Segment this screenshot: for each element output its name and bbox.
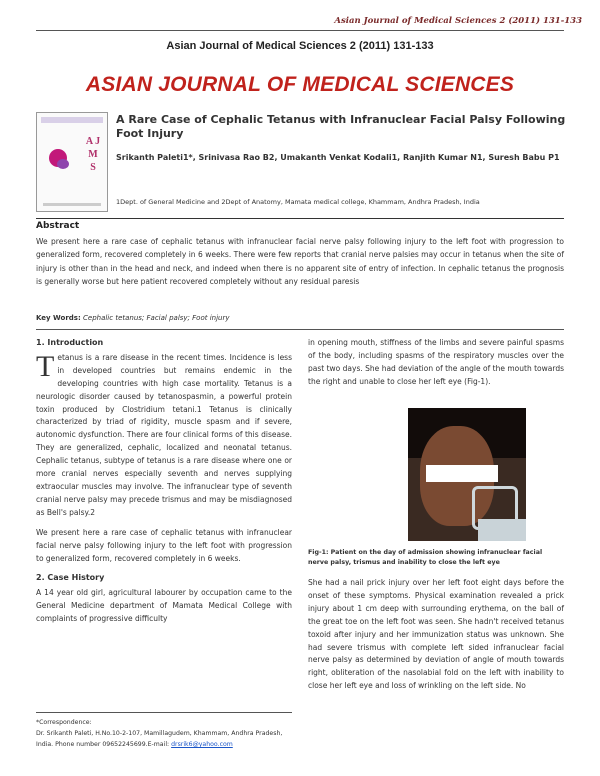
intro-paragraph-2: We present here a rare case of cephalic tetanus with infranuclear facial nerve palsy following injury to the left foot with progression to generalized form, recovered completely in 6 weeks. [36, 527, 292, 563]
correspondence-label: *Correspondence: [36, 719, 92, 726]
keywords-divider [36, 329, 564, 330]
header-divider [36, 30, 564, 31]
right-column-bottom: She had a nail prick injury over her left foot eight days before the onset of these symptoms. Physical examination revealed a prick injury about 1 cm deep with surrounding erythema, on the ball of the great toe on the left foot was seen. She hadn't received tetanus toxoid after injury and her immunization status was unknown. She had severe trismus with complete left sided infranuclear facial nerve palsy as determined by deviation of angle of mouth towards right, obliteration of the nasolabial fold on the left with inability to close her left eye and loss of wrinkling on the left side. No [308, 578, 564, 691]
right-column-top: in opening mouth, stiffness of the limbs and severe painful spasms of the body, including spasms of the respiratory muscles over the past two days. She had deviation of the angle of the mouth towards the right and unable to close her left eye (Fig-1). [308, 338, 564, 386]
keywords [36, 314, 229, 322]
intro-paragraph-1-text: etanus is a rare disease in the recent times. Incidence is less in developed countries but remains endemic in the developing countries with high case mortality. Tetanus is a neurologic disorder caused by tetanospasmin, a powerful protein toxin produced by Clostridium tetani.1 Tetanus is clinically characterized by triad of rigidity, muscle spasm and if severe, autonomic dysfunction. There are four clinical forms of this disease. They are generalized, cephalic, localized and neonatal tetanus. Cephalic tetanus, subtype of tetanus is a rare disease where one or more cranial nerves especially seventh and nerves supplying extraocular muscles may involve. The infranuclear type of seventh cranial nerve palsy may precede trismus and may be misdiagnosed as Bell's palsy.2 [36, 352, 292, 517]
eye-mask-bar [426, 465, 498, 482]
intro-paragraph-1 [36, 349, 292, 520]
keywords-label: Key Words: [36, 314, 81, 322]
cover-footer-band [43, 203, 101, 206]
case-paragraph-1: A 14 year old girl, agricultural labourer by occupation came to the General Medicine department of Mamata Medical College with complaints of progressive difficulty [36, 588, 292, 624]
left-column [36, 337, 292, 633]
correspondence-footnote [36, 712, 292, 750]
case-heading: 2. Case History [36, 573, 105, 583]
abstract-body: We present here a rare case of cephalic tetanus with infranuclear facial nerve palsy following injury to the left foot with progression to generalized form, recovered completely in 6 weeks. There were few reports that cranial nerve palsies may occur in tetanus when the site of injury is other than in the head and neck, and indeed when there is no apparent site of entry of infection. In cephalic tetanus the prognosis is generally worse but here patient recovered completely without any residual paresis [36, 237, 564, 286]
cover-banner [41, 117, 103, 123]
figure-caption: Fig-1: Patient on the day of admission showing infranuclear facial nerve palsy, trismus and inability to close the left eye [308, 549, 543, 566]
abstract-heading: Abstract [36, 221, 80, 231]
photo-collar [478, 519, 526, 541]
journal-cover-image [36, 112, 108, 212]
author-list: Srikanth Paleti1*, Srinivasa Rao B2, Umakanth Venkat Kodali1, Ranjith Kumar N1, Suresh Babu P1 [116, 153, 560, 162]
abstract-divider [36, 218, 564, 219]
email-link[interactable]: drsrik6@yahoo.com [171, 741, 233, 748]
cover-letters: A J M S [85, 136, 101, 173]
intro-heading: 1. Introduction [36, 338, 104, 347]
cover-logo-shape-secondary [57, 159, 69, 169]
article-title: A Rare Case of Cephalic Tetanus with Infranuclear Facial Palsy Following Foot Injury [116, 113, 566, 140]
drop-cap: T [36, 349, 55, 383]
journal-title: ASIAN JOURNAL OF MEDICAL SCIENCES [85, 73, 515, 96]
correspondence-text: Dr. Srikanth Paleti, H.No.10-2-107, Mamillagudem, Khammam, Andhra Pradesh, India. Phone number 09652245699.E-mail: [36, 730, 283, 748]
citation: Asian Journal of Medical Sciences 2 (2011) 131-133 [166, 40, 434, 52]
patient-photo [408, 408, 526, 541]
affiliation: 1Dept. of General Medicine and 2Dept of Anatomy, Mamata medical college, Khammam, Andhra Pradesh, India [116, 198, 480, 206]
running-head: Asian Journal of Medical Sciences 2 (2011) 131-133 [334, 16, 582, 26]
keywords-value: Cephalic tetanus; Facial palsy; Foot injury [83, 314, 230, 322]
